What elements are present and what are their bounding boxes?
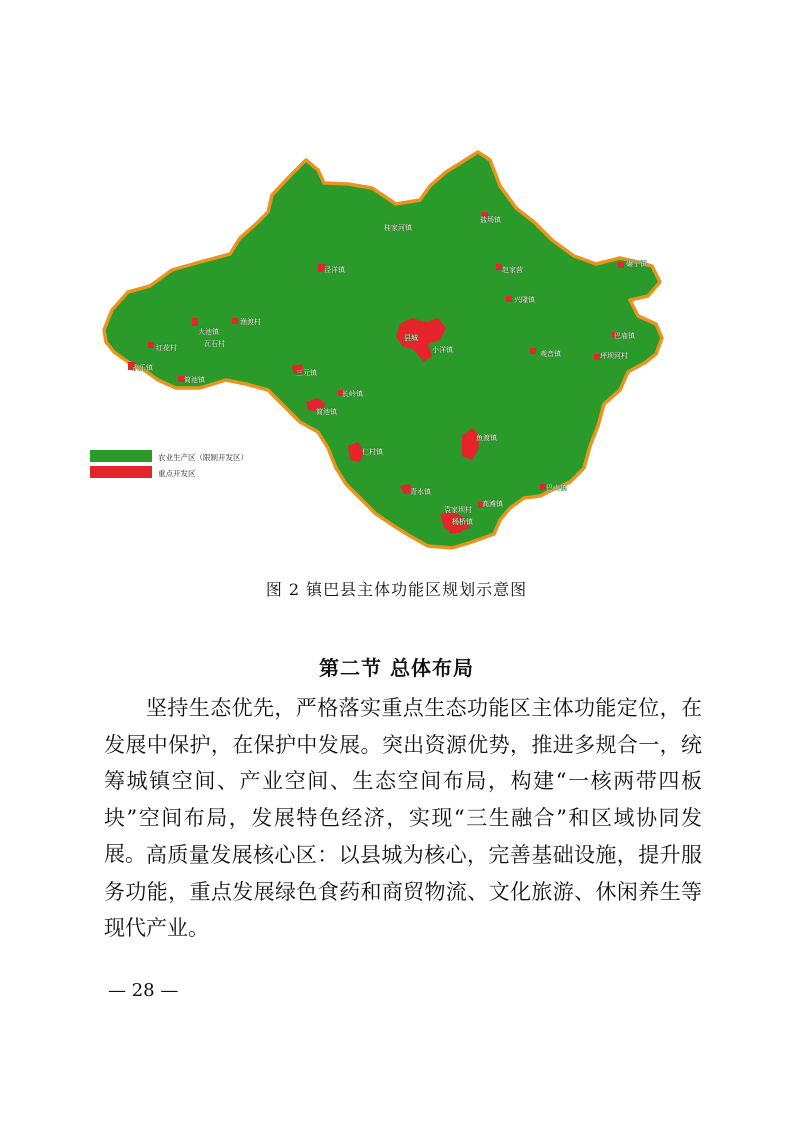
place-label: 观音镇 (540, 350, 561, 358)
place-label: 小洋镇 (432, 346, 453, 354)
place-label: 杨桥镇 (452, 518, 473, 526)
county-outline (104, 152, 662, 548)
place-label: 简池镇 (184, 376, 205, 384)
place-label: 县城 (404, 334, 418, 342)
place-label: 桂家河镇 (384, 224, 412, 232)
place-label: 盐场镇 (480, 216, 501, 224)
legend-white-band (90, 462, 152, 465)
place-label: 坪坝河村 (600, 352, 628, 360)
place-label: 大池镇 (198, 328, 219, 336)
place-label: 渔渡村 (240, 318, 261, 326)
place-label: 兴隆镇 (514, 296, 535, 304)
zone-nianzi (618, 262, 624, 268)
zone-xinglong (506, 296, 512, 302)
place-label: 红花村 (156, 344, 177, 352)
zone-dachi (192, 318, 198, 326)
body-paragraph: 坚持生态优先，严格落实重点生态功能区主体功能定位，在发展中保护，在保护中发展。突出资源优势，推进多规合一，统筹城镇空间、产业空间、生态空间布局，构建“一核两带四板块”空间布局，发展特色经济，实现“三生融合”和区域协同发展。 (104, 696, 702, 866)
zone-guanyin (530, 348, 536, 354)
place-label: 巴山镇 (546, 484, 567, 492)
place-label: 青水镇 (410, 488, 431, 496)
place-label: 长岭镇 (342, 390, 363, 398)
legend-label-agriculture: 农业生产区（限制开发区） (158, 453, 248, 462)
place-label: 碾子镇 (626, 260, 647, 268)
place-label: 巴庙镇 (614, 332, 635, 340)
zone-hongshi (148, 342, 154, 348)
place-label: 瓦石村 (204, 340, 225, 348)
place-label: 高滩镇 (482, 500, 503, 508)
place-label: 简池镇 (316, 408, 337, 416)
map-legend (90, 450, 248, 478)
place-label: 鱼渡镇 (476, 434, 497, 442)
place-label: 袁家坝村 (444, 506, 472, 514)
legend-swatch-key-development (90, 466, 152, 478)
page-number: — 28 — (108, 980, 179, 1001)
place-label: 赵家营 (502, 266, 523, 274)
figure-caption: 图 2 镇巴县主体功能区规划示意图 (265, 580, 528, 599)
place-label: 仁村镇 (362, 448, 383, 456)
place-label: 三元镇 (296, 369, 317, 377)
place-label: 泾洋镇 (324, 266, 345, 274)
legend-swatch-agriculture (90, 450, 152, 462)
body-paragraph: 高质量发展核心区：以县城为核心，完善基础设施，提升服务功能，重点发展绿色食药和商贸物流、文化旅游、休闲养生等现代产业。 (104, 843, 702, 940)
section-heading: 第二节 总体布局 (319, 656, 474, 680)
zone-yudu-village (232, 318, 238, 324)
legend-label-key-development: 重点开发区 (158, 469, 196, 478)
place-label: 永乐镇 (132, 364, 153, 372)
